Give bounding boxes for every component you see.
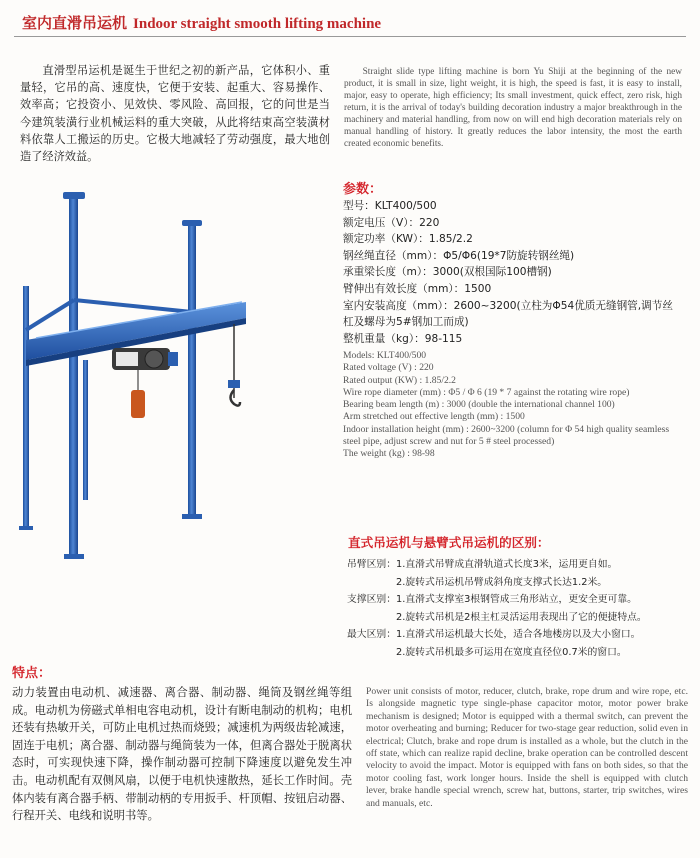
control-pendant — [131, 390, 145, 418]
back-column — [188, 224, 196, 516]
difference-list — [338, 556, 688, 661]
param-en-voltage: Rated voltage (V) : 220 — [343, 362, 434, 374]
param-en-output: Rated output (KW) : 1.85/2.2 — [343, 374, 456, 386]
hook-icon — [231, 390, 241, 406]
params-heading: 参数： — [343, 182, 383, 197]
param-en-weight: The weight (kg) : 98-98 — [343, 448, 435, 460]
title-divider — [14, 36, 686, 37]
params-chinese — [343, 198, 683, 347]
features-chinese: 动力装置由电动机、减速器、离合器、制动器、绳筒及钢丝绳等组成。电动机为傍磁式单相电容电动机，设计有断电制动的机构；电机还装有热敏开关，可防止电机过热而烧毁；减速机为两级齿轮减速，固连于电机；离合器、制动器与绳筒装为一体，但离合器处于脱离状态时，可实现快速下降，操作制动器可控制下降速度以避免发生冲击。电动机配有双侧风扇，以便于电机快速散热，延长工作时间。壳体内装有离合器手柄、带制动柄的专用扳手、杆顶帽、按钮启动器、行程开关、电线和说明书等。 — [12, 686, 352, 823]
param-voltage: 额定电压（V）：220 — [343, 216, 440, 229]
left-column — [23, 286, 29, 528]
difference-row: 吊臂区别： 1.直滑式吊臂成直滑轨道式长度3米，运用更自如。 — [347, 559, 618, 570]
param-weight: 整机重量（kg）：98-115 — [343, 332, 463, 345]
intro-chinese: 直滑型吊运机是诞生于世纪之初的新产品，它体积小、重量轻，它吊的高、速度快，它便于安装、起重大、容易操作、效率高；它投资小、见效快、零风险、高回报，它的问世是当今建筑装潢行业机械运料的重大突破，从此将结束高空装潢材料依靠人工搬运的历史。它极大地减轻了劳动强度，最大地创造了经济效益。 — [20, 64, 330, 164]
param-model: 型号：KLT400/500 — [343, 200, 437, 212]
difference-row: 2.旋转式吊机是2根主杠灵活运用表现出了它的便捷特点。 — [396, 611, 647, 623]
params-english — [343, 350, 683, 461]
difference-heading: 直式吊运机与悬臂式吊运机的区别： — [348, 535, 550, 550]
difference-row: 支撑区别： 1.直滑式支撑室3根钢管成三角形站立，更安全更可靠。 — [347, 594, 637, 605]
param-rope-diameter: 钢丝绳直径（mm）：Φ5/Φ6(19*7防旋转钢丝绳) — [343, 249, 575, 262]
features-english: Power unit consists of motor, reducer, clutch, brake, rope drum and wire rope, etc. Is alongside magnetic type single-phase capacitor motor, motor power brake mechanism is designed; Motor is equipped with a thermal switch, can prevent the motor overheating and burning; Reducer for two-stage gear reduction, solid even in electrical; Clutch, brake and rope drum is installed as a whole, but the clutch in the off state, which can realize rapid decline, brake operation can be controlled descent velocity to avoid the impact. Motor is equipped with fans on both sides, so that the motor cooling fast, work longer hours. Inside the shell is equipped with clutch lever, brake handle special wrench, screw hat, buttons, starter, trip switches, wires and manuals, etc. — [366, 686, 688, 809]
page-title — [22, 12, 381, 33]
title-en: Indoor straight smooth lifting machine — [133, 16, 382, 32]
param-power: 额定功率（KW）：1.85/2.2 — [343, 233, 473, 246]
lifting-machine-illustration — [16, 180, 336, 670]
param-en-beam: Bearing beam length (m) : 3000 (double the international channel 100) — [343, 399, 615, 411]
difference-row: 2.旋转式吊运机吊臂成斜角度支撑式长达1.2米。 — [396, 576, 608, 588]
title-cn: 室内直滑吊运机 — [22, 14, 128, 32]
param-install-height: 室内安装高度（mm）：2600~3200(立柱为Φ54优质无缝钢管,调节丝杠及螺母为5#钢加工而成) — [343, 299, 673, 329]
param-arm-length: 臂伸出有效长度（mm）：1500 — [343, 282, 492, 295]
param-en-model: Models: KLT400/500 — [343, 350, 427, 361]
front-column — [69, 198, 78, 556]
param-en-arm: Arm stretched out effective length (mm) : 1500 — [343, 411, 525, 423]
param-beam-length: 承重梁长度（m）：3000(双根国际100槽钢) — [343, 266, 552, 279]
intro-english: Straight slide type lifting machine is born Yu Shiji at the beginning of the new product, it is small in size, light weight, it is high, the speed is fast, it is easy to install, major, easy to operate, high efficiency; Its small investment, quick effect, zero risk, high return, it is the arrival of today's building decoration industry a major breakthrough in the machinery and material handling, from now on will end high decoration materials rely on manual handling of history. It greatly reduces the labor intensity, the most the earth created economic benefits. — [344, 67, 682, 149]
features-heading: 特点： — [12, 666, 52, 681]
param-en-height: Indoor installation height (mm) : 2600~3200 (column for Φ 54 high quality seamless steel pipe, adjust screw and nut for 5 # steel processed) — [343, 423, 670, 448]
difference-row: 2.旋转式吊机最多可运用在宽度直径位0.7米的窗口。 — [396, 646, 627, 658]
param-en-rope: Wire rope diameter (mm) : Φ5 / Φ 6 (19 * 7 against the rotating wire rope) — [343, 386, 630, 398]
difference-row: 最大区别： 1.直滑式吊运机最大长处，适合各地楼房以及大小窗口。 — [347, 629, 641, 640]
